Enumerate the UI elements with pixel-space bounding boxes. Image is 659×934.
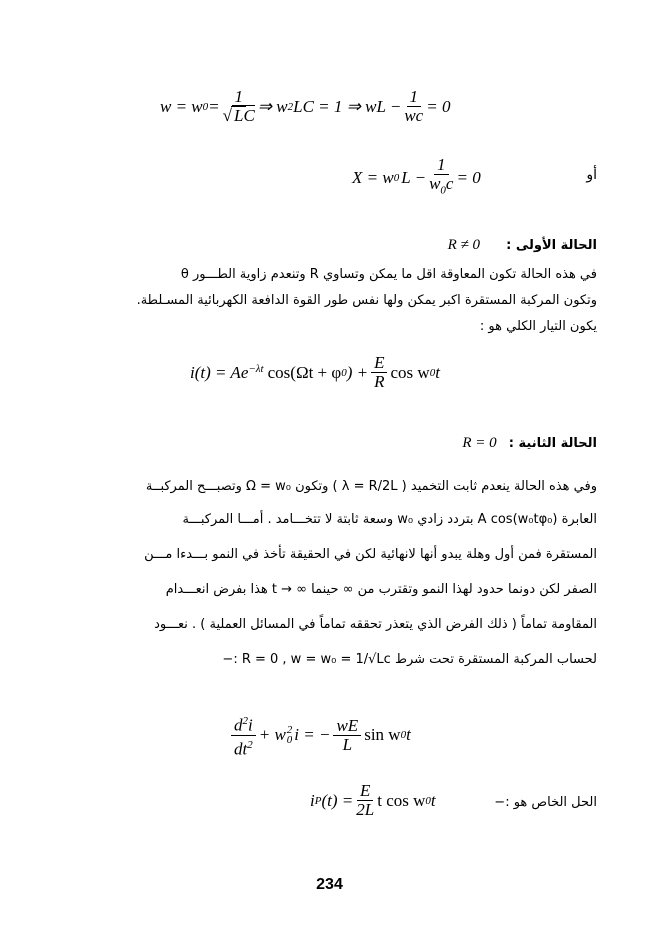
eq1-fraction — [223, 88, 255, 125]
eq1-num: 1 — [231, 88, 246, 107]
eq4-tail-sub: 0 — [400, 729, 407, 742]
eq5-tail-sub: 0 — [425, 794, 431, 807]
eq2-den-w: w — [429, 174, 441, 193]
eq1-mid: LC = 1 ⇒ wL − — [293, 96, 402, 116]
eq1-equals: = — [208, 96, 220, 116]
eq1-den — [223, 107, 255, 125]
eq4-num2: wE — [333, 717, 361, 736]
case1-heading: الحالة الأولى : — [506, 238, 597, 253]
eq4-subsup — [287, 725, 293, 745]
case2-line3: المستقرة فمن أول وهلة يبدو أنها لانهائية لكن في الحقيقة تأخذ في النمو بـــدءا مـــن — [144, 547, 597, 562]
eq4-den — [234, 736, 253, 759]
eq1-num2: 1 — [407, 88, 422, 107]
eq2-tail: = 0 — [456, 167, 481, 187]
eq3-lhs: i(t) = Ae — [190, 362, 249, 382]
eq4-tail-t: t — [406, 725, 411, 745]
eq3-tail: cos w — [390, 362, 430, 382]
eq1-sup: 2 — [287, 100, 294, 113]
eq5-num: E — [357, 782, 373, 801]
eq5-den: 2L — [356, 800, 375, 819]
case2-line5: المقاومة تماماً ( ذلك الفرض الذي يتعذر تحققه تماماً في المسائل العملية ) . نعـــود — [154, 617, 597, 632]
eq5-lhs: i — [310, 790, 315, 810]
eq2-den — [429, 175, 453, 199]
eq2-sub: 0 — [393, 171, 400, 184]
eq1-fraction2 — [404, 88, 423, 125]
case1-condition: R ≠ 0 — [447, 237, 480, 253]
eq3-den: R — [374, 372, 385, 391]
eq1-tail: = 0 — [426, 96, 451, 116]
case2-line6: لحساب المركبة المستقرة تحت شرط R = 0 , w = w₀ = 1/√Lc :− — [222, 652, 597, 667]
case1-line1: في هذه الحالة تكون المعاوقة اقل ما يمكن وتساوي R وتنعدم زاوية الطـــور θ — [180, 267, 597, 282]
eq1-den-text: LC — [233, 106, 255, 125]
eq4-mid: i = − — [294, 725, 331, 745]
eq2-den-c: c — [445, 174, 454, 193]
eq4-tail: sin w — [364, 725, 401, 745]
eq3-tail-sub: 0 — [429, 366, 436, 379]
eq4-fraction — [231, 712, 256, 758]
equation-particular-solution — [310, 782, 436, 819]
equation-resonance — [160, 88, 450, 125]
case2-line1: وفي هذه الحالة ينعدم ثابت التخميد ( λ = R/2L ) وتكون Ω = w₀ وتصبـــح المركبــة — [145, 479, 597, 494]
case2-line2: العابرة A cos(w₀tφ₀) بتردد زادي w₀ وسعة ثابتة لا تتخـــامد . أمـــا المركبـــة — [182, 512, 597, 527]
eq3-sub: 0 — [341, 366, 347, 379]
eq5-tail: t cos w — [377, 790, 426, 810]
eq1-lhs: w = w — [160, 96, 203, 116]
eq2-mid: L − — [401, 167, 427, 187]
sqrt-icon: √ — [222, 106, 232, 125]
eq2-lhs: X = w — [352, 167, 394, 187]
eq1-implies: ⇒ w — [257, 96, 288, 116]
eq4-sub: 0 — [286, 734, 293, 747]
particular-solution-label: الحل الخاص هو :− — [494, 795, 597, 810]
case1-line2: وتكون المركبة المستقرة اكبر يمكن ولها نفس طور القوة الدافعة الكهربائية المسـلطة. — [136, 293, 597, 308]
eq5-tail-t: t — [430, 790, 436, 810]
case2-heading: الحالة الثانية : — [508, 436, 597, 451]
case2-heading-row — [62, 432, 597, 455]
eq2-num: 1 — [434, 156, 449, 175]
eq5-fraction — [356, 782, 374, 819]
eq3-close: ) + — [346, 362, 369, 382]
eq4-den-sup: 2 — [247, 738, 253, 751]
case1-heading-row — [62, 234, 597, 257]
eq3-fraction — [371, 354, 387, 391]
eq5-lhs-tail: (t) = — [321, 790, 354, 810]
case2-paragraph — [62, 476, 597, 670]
eq4-sup: 2 — [286, 724, 293, 737]
eq3-mid: cos(Ωt + φ — [267, 362, 342, 382]
eq4-den-dt: dt — [234, 739, 248, 759]
eq3-num: E — [371, 354, 387, 373]
equation-total-current — [190, 354, 440, 391]
eq2-den-sub: 0 — [440, 184, 446, 197]
eq4-fraction2 — [333, 717, 361, 754]
eq5-lhs-sub: P — [314, 794, 322, 807]
page-number: 234 — [316, 876, 343, 893]
eq4-num-i: i — [248, 715, 253, 735]
eq4-num-d: d — [234, 715, 243, 735]
case2-condition: R = 0 — [462, 435, 497, 451]
eq3-sup: −λt — [248, 362, 264, 375]
eq1-den2: wc — [404, 106, 424, 125]
eq4-plus: + w — [258, 725, 286, 745]
eq1-sub: 0 — [202, 100, 209, 113]
eq2-fraction — [429, 156, 453, 199]
eq4-den2: L — [342, 734, 353, 754]
equation-differential — [228, 712, 411, 758]
eq3-tail-t: t — [435, 362, 440, 382]
equation-reactance — [352, 156, 481, 199]
or-label: أو — [586, 167, 597, 183]
case2-line4: الصفر لكن دونما حدود لهذا النمو وتقترب من ∞ حينما ∞ → t هذا بفرض انعـــدام — [165, 582, 597, 597]
case1-line3: يكون التيار الكلي هو : — [479, 319, 597, 334]
eq4-num — [231, 712, 256, 736]
eq4-num-sup: 2 — [242, 715, 248, 727]
case1-paragraph — [62, 264, 597, 338]
